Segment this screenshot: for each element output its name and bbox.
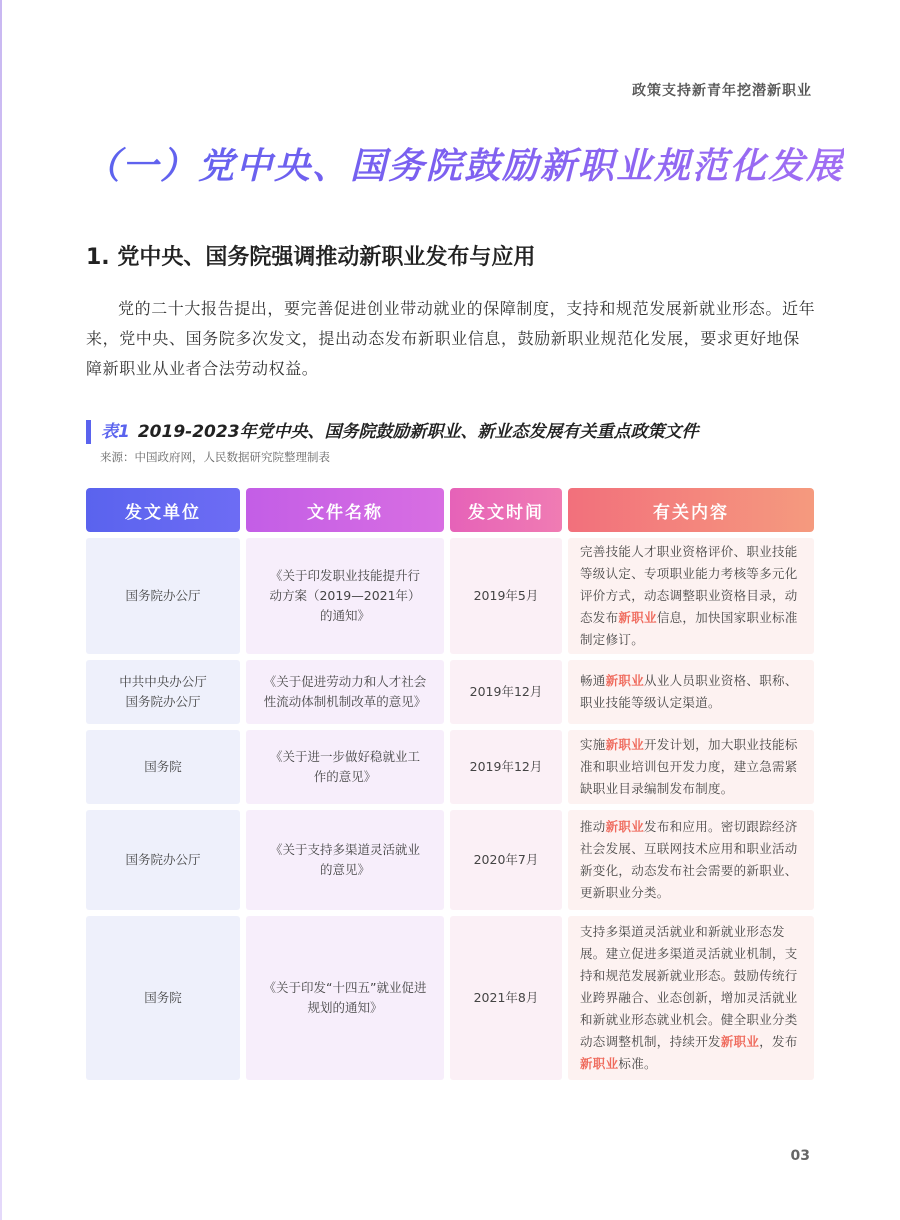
cell-document: 《关于印发“十四五”就业促进规划的通知》 bbox=[246, 916, 444, 1080]
cell-date: 2020年7月 bbox=[450, 810, 562, 910]
page-edge-decoration bbox=[0, 0, 2, 1220]
header-issuer: 发文单位 bbox=[86, 488, 240, 532]
table-row bbox=[86, 660, 814, 724]
cell-issuer: 国务院 bbox=[86, 916, 240, 1080]
content-text: 信息，加快国家职业标准制定修订。 bbox=[580, 610, 798, 647]
content-text: 支持多渠道灵活就业和新就业形态发展。建立促进多渠道灵活就业机制，支持和规范发展新就业形态。鼓励传统行业跨界融合、业态创新，增加灵活就业和新就业形态就业机会。健全职业分类动态调整机制，持续开发 bbox=[580, 924, 798, 1049]
table-caption-text: 2019-2023年党中央、国务院鼓励新职业、新业态发展有关重点政策文件 bbox=[137, 422, 699, 442]
content-highlight: 新职业 bbox=[605, 673, 645, 688]
cell-document: 《关于印发职业技能提升行动方案（2019—2021年）的通知》 bbox=[246, 538, 444, 654]
table-header-row bbox=[86, 488, 814, 532]
policy-table bbox=[86, 488, 814, 1086]
cell-date: 2019年12月 bbox=[450, 660, 562, 724]
content-highlight: 新职业 bbox=[580, 1056, 619, 1071]
cell-date: 2021年8月 bbox=[450, 916, 562, 1080]
header-date: 发文时间 bbox=[450, 488, 562, 532]
cell-content bbox=[568, 810, 814, 910]
content-text: 从业人员职业资格、职称、职业技能等级认定渠道。 bbox=[580, 673, 798, 710]
header-document: 文件名称 bbox=[246, 488, 444, 532]
content-highlight: 新职业 bbox=[720, 1034, 760, 1049]
content-text: 实施 bbox=[580, 737, 606, 752]
cell-document: 《关于促进劳动力和人才社会性流动体制机制改革的意见》 bbox=[246, 660, 444, 724]
cell-content bbox=[568, 730, 814, 804]
cell-document: 《关于进一步做好稳就业工作的意见》 bbox=[246, 730, 444, 804]
page-number: 03 bbox=[790, 1148, 810, 1164]
cell-content bbox=[568, 538, 814, 654]
cell-issuer: 中共中央办公厅 国务院办公厅 bbox=[86, 660, 240, 724]
table-row bbox=[86, 538, 814, 654]
cell-content bbox=[568, 660, 814, 724]
table-caption bbox=[86, 420, 699, 444]
cell-document: 《关于支持多渠道灵活就业的意见》 bbox=[246, 810, 444, 910]
section-title: （一）党中央、国务院鼓励新职业规范化发展 bbox=[84, 138, 844, 189]
table-row bbox=[86, 730, 814, 804]
header-tag: 政策支持新青年挖潜新职业 bbox=[632, 83, 812, 99]
cell-date: 2019年5月 bbox=[450, 538, 562, 654]
header-content: 有关内容 bbox=[568, 488, 814, 532]
cell-date: 2019年12月 bbox=[450, 730, 562, 804]
content-text: 开发计划，加大职业技能标准和职业培训包开发力度，建立急需紧缺职业目录编制发布制度。 bbox=[580, 737, 798, 796]
subsection-title: 1. 党中央、国务院强调推动新职业发布与应用 bbox=[86, 245, 536, 270]
table-caption-number: 表1 bbox=[101, 422, 130, 442]
content-text: 推动 bbox=[580, 819, 606, 834]
cell-issuer: 国务院办公厅 bbox=[86, 810, 240, 910]
content-highlight: 新职业 bbox=[605, 819, 645, 834]
cell-issuer: 国务院办公厅 bbox=[86, 538, 240, 654]
content-text: 畅通 bbox=[580, 673, 606, 688]
cell-issuer: 国务院 bbox=[86, 730, 240, 804]
content-highlight: 新职业 bbox=[605, 737, 645, 752]
table-row bbox=[86, 810, 814, 910]
content-text: ，发布 bbox=[759, 1034, 798, 1049]
content-text: 标准。 bbox=[618, 1056, 657, 1071]
content-text: 完善技能人才职业资格评价、职业技能等级认定、专项职业能力考核等多元化评价方式，动态调整职业资格目录，动态发布 bbox=[580, 544, 798, 625]
body-paragraph: 党的二十大报告提出，要完善促进创业带动就业的保障制度，支持和规范发展新就业形态。近年来，党中央、国务院多次发文，提出动态发布新职业信息，鼓励新职业规范化发展，要求更好地保障新职业从业者合法劳动权益。 bbox=[86, 299, 816, 378]
cell-content bbox=[568, 916, 814, 1080]
table-source: 来源：中国政府网，人民数据研究院整理制表 bbox=[100, 450, 330, 464]
table-row bbox=[86, 916, 814, 1080]
content-highlight: 新职业 bbox=[618, 610, 657, 625]
content-text: 发布和应用。密切跟踪经济社会发展、互联网技术应用和职业活动新变化，动态发布社会需要的新职业、更新职业分类。 bbox=[580, 819, 798, 900]
